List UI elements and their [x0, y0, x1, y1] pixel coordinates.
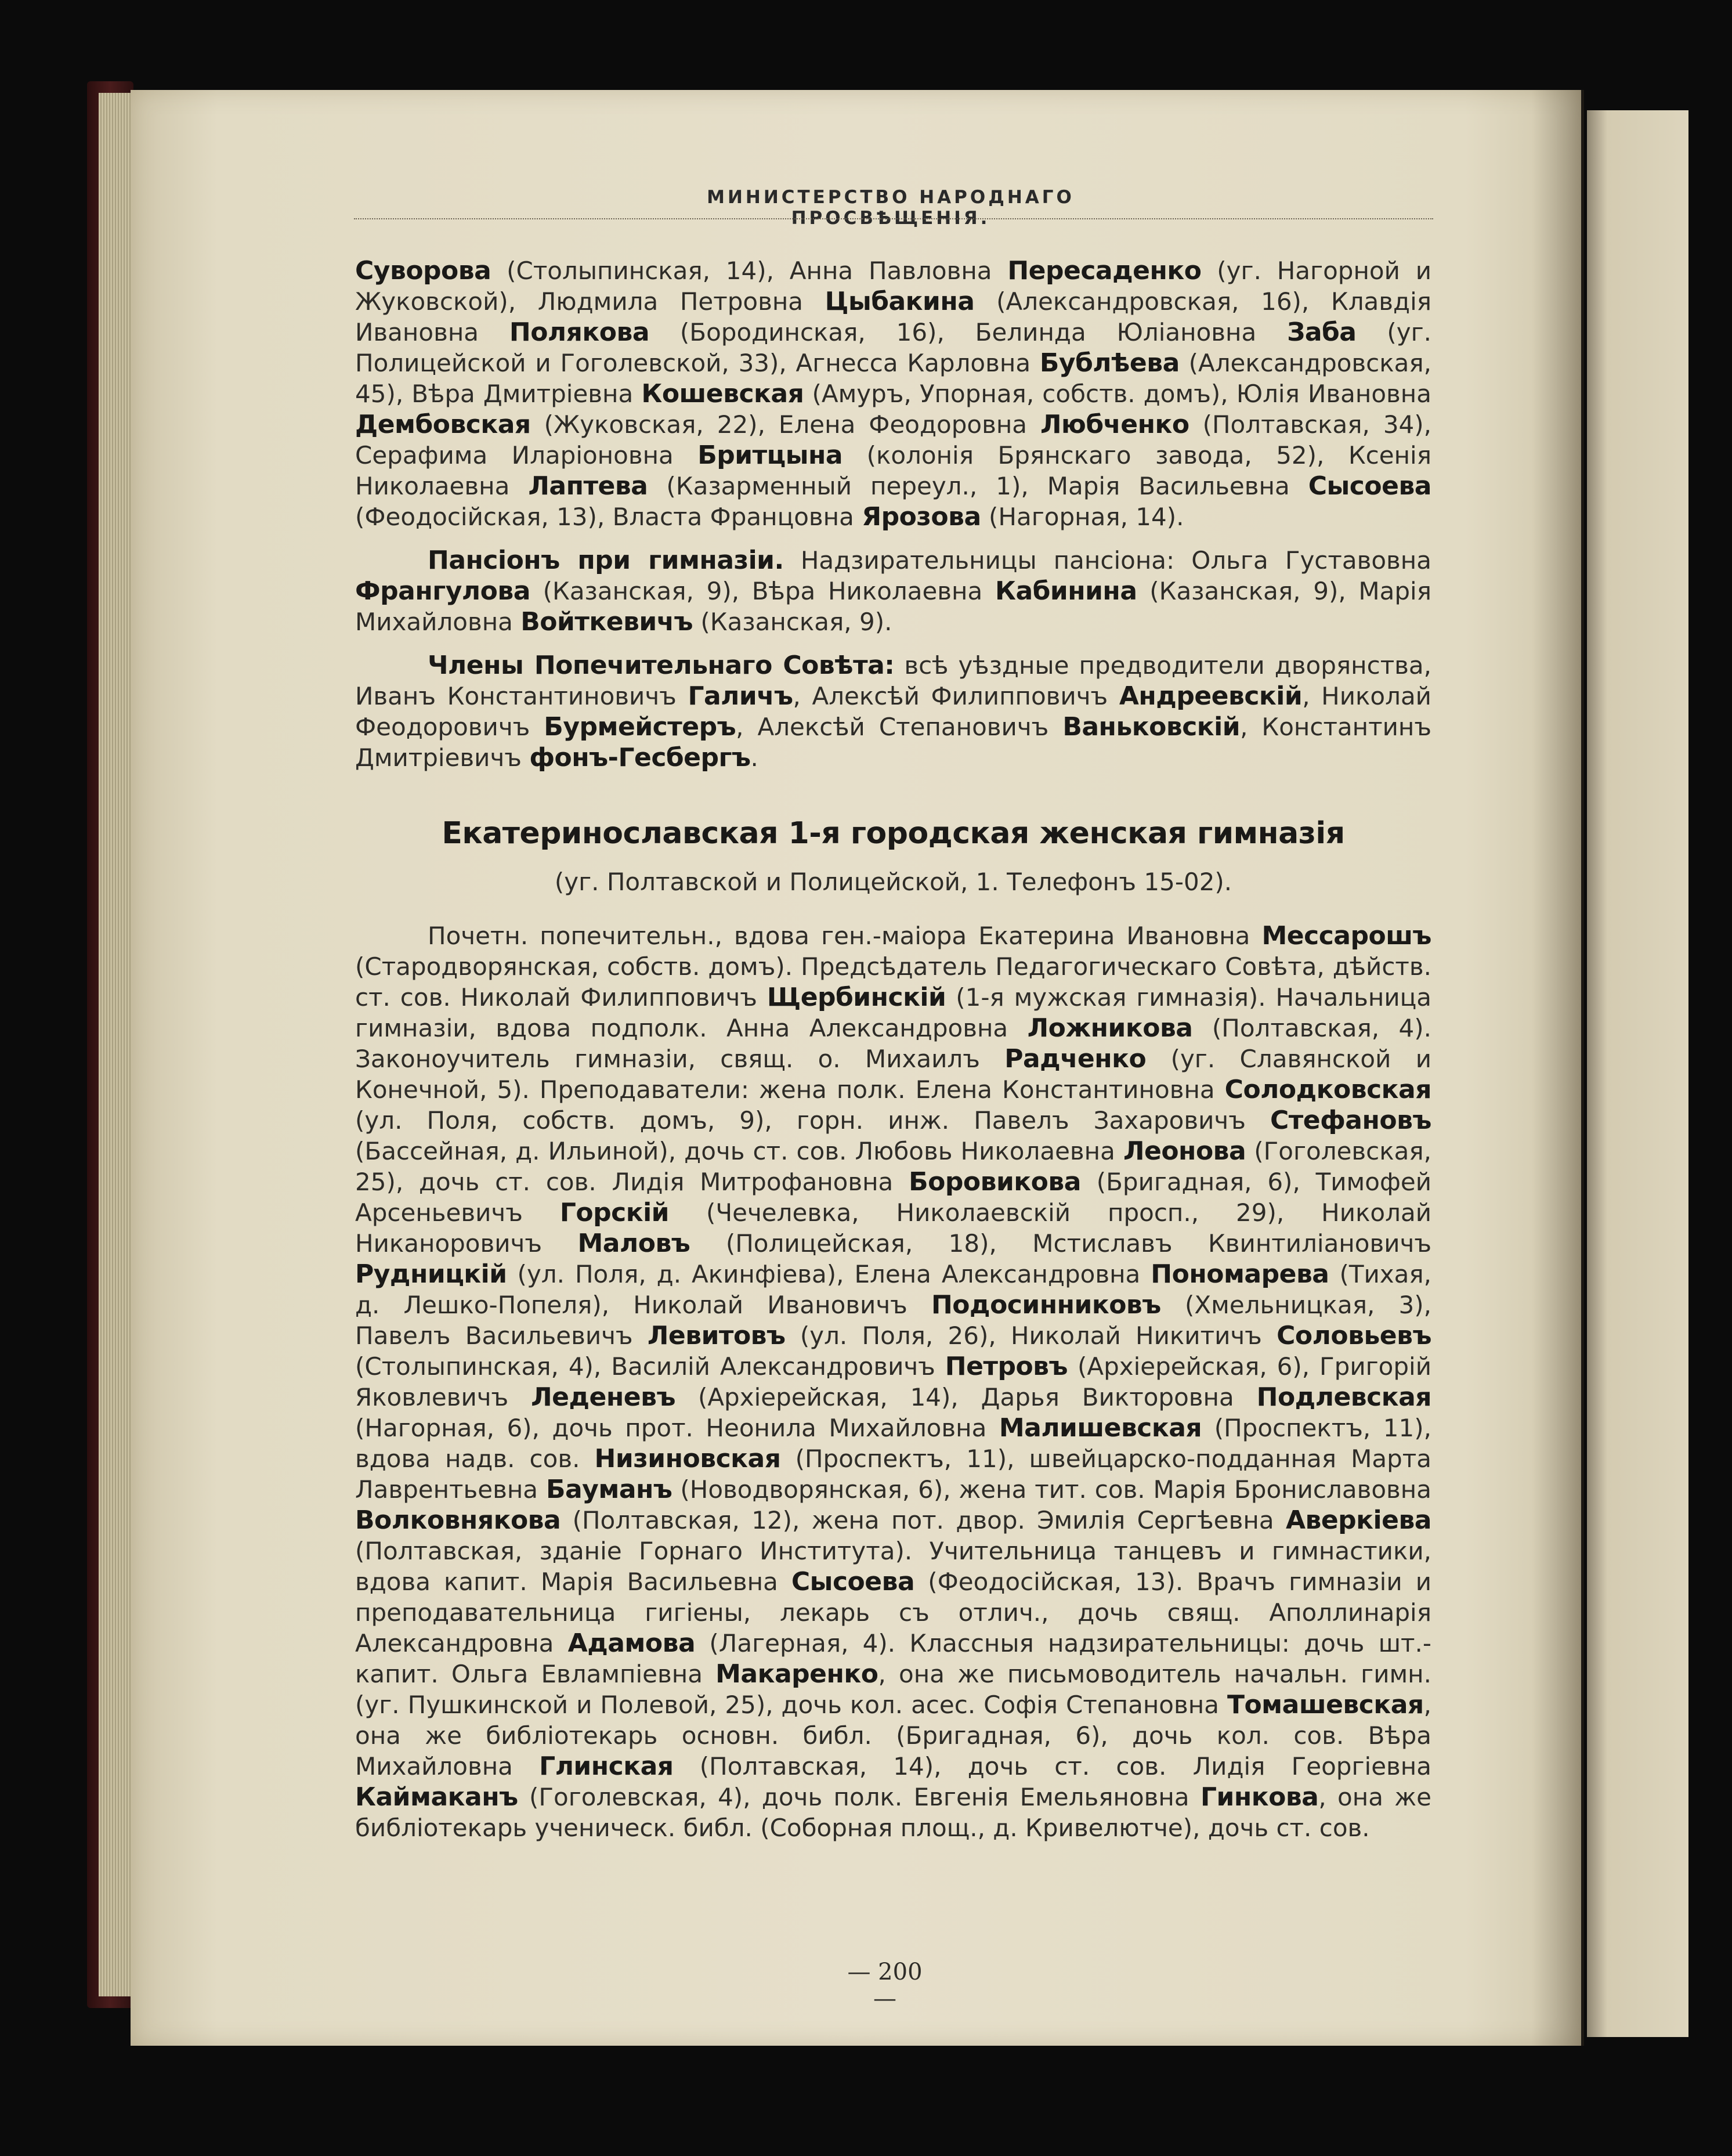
bold-name: Дембовская	[355, 410, 531, 439]
body-text: (Казанская, 9).	[693, 608, 892, 636]
paragraph-boarding-house	[355, 545, 1431, 637]
section-address: (уг. Полтавской и Полицейской, 1. Телефонъ 15-02).	[554, 868, 1232, 896]
bold-name: Мессарошъ	[1261, 921, 1431, 951]
page-body	[355, 255, 1431, 1843]
bold-name: Малишевская	[999, 1413, 1202, 1443]
bold-name: Гинкова	[1200, 1782, 1319, 1812]
body-text: (Александровская, 45), Вѣра Дмитріевна	[355, 349, 1431, 408]
bold-name: Леонова	[1123, 1136, 1246, 1166]
bold-name: Солодковская	[1224, 1075, 1431, 1104]
body-text: (Полтавская, 34), Серафима Иларіоновна	[355, 410, 1431, 470]
bold-name: Макаренко	[715, 1659, 878, 1689]
paragraph-board-members	[355, 650, 1431, 773]
body-text: (Нагорная, 14).	[981, 503, 1184, 531]
bold-name: Кабинина	[995, 576, 1137, 606]
body-text: (Александровская, 16), Клавдія Ивановна	[355, 287, 1432, 346]
bold-name: Аверкіева	[1285, 1505, 1431, 1535]
body-text: (Амуръ, Упорная, собств. домъ), Юлія Ивановна	[804, 380, 1431, 408]
body-text: (Бородинская, 16), Белинда Юліановна	[649, 318, 1288, 346]
body-text: Почетн. попечительн., вдова ген.-маіора Екатерина Ивановна	[428, 922, 1262, 950]
bold-name: Полякова	[509, 317, 650, 347]
body-text: (Полицейская, 18), Мстиславъ Квинтиліановичъ	[690, 1229, 1431, 1258]
body-text: (ул. Поля, 26), Николай Никитичъ	[785, 1321, 1277, 1350]
body-text: (Полтавская, зданіе Горнаго Института). Учительница танцевъ и гимнастики, вдова капит. Марія Васильевна	[355, 1537, 1431, 1596]
bold-name: Заба	[1287, 317, 1357, 347]
bold-name: Петровъ	[945, 1352, 1068, 1381]
body-text: (Тихая, д. Лешко-Попеля), Николай Ивановичъ	[355, 1260, 1431, 1319]
body-text: (колонія Брянскаго завода, 52), Ксенія Николаевна	[355, 441, 1431, 500]
body-text: (уг. Нагорной и Жуковской), Людмила Петровна	[355, 257, 1432, 316]
section-title: Екатеринославская 1-я городская женская гимназія	[442, 816, 1345, 851]
bold-name: Щербинскій	[766, 983, 946, 1012]
bold-name: Суворова	[355, 256, 491, 286]
page-number: — 200 —	[847, 1959, 923, 2012]
bold-name: Бурмейстеръ	[544, 712, 736, 742]
header-rule	[354, 218, 1433, 223]
body-text: (Полтавская, 12), жена пот. двор. Эмилія Сергѣевна	[561, 1506, 1286, 1534]
body-text: (Столыпинская, 14), Анна Павловна	[491, 257, 1008, 285]
body-text: (уг. Славянской и Конечной, 5). Преподаватели: жена полк. Елена Константиновна	[355, 1045, 1431, 1104]
body-text: (1-я мужская гимназія). Начальница гимназіи, вдова подполк. Анна Александровна	[355, 983, 1431, 1042]
bold-name: Пересаденко	[1007, 256, 1202, 286]
bold-name: Подлевская	[1256, 1382, 1432, 1412]
body-text: (Бригадная, 6), Тимофей Арсеньевичъ	[355, 1168, 1431, 1227]
bold-name: Бублѣева	[1039, 348, 1180, 378]
bold-name: Левитовъ	[647, 1321, 786, 1350]
bold-name: Томашевская	[1227, 1690, 1424, 1720]
body-text: (Столыпинская, 4), Василій Александровичъ	[355, 1352, 945, 1381]
body-text: , она же письмоводитель начальн. гимн. (уг. Пушкинской и Полевой, 25), дочь кол. асес. Софія Степановна	[355, 1660, 1431, 1719]
bold-name: Маловъ	[577, 1229, 690, 1258]
body-text: , Николай Феодоровичъ	[355, 682, 1431, 741]
bold-name: Сысоева	[791, 1567, 915, 1597]
body-text: (Феодосійская, 13), Власта Францовна	[355, 503, 862, 531]
body-text: (Гоголевская, 25), дочь ст. сов. Лидія Митрофановна	[355, 1137, 1431, 1196]
body-text: (Архіерейская, 6), Григорій Яковлевичъ	[355, 1352, 1431, 1411]
body-text: (ул. Поля, д. Акинфіева), Елена Александровна	[507, 1260, 1151, 1288]
bold-name: Бритцына	[697, 440, 843, 470]
body-text: (Нагорная, 6), дочь прот. Неонила Михайловна	[355, 1414, 999, 1442]
bold-name: Любченко	[1040, 410, 1189, 439]
bold-name: Волковнякова	[355, 1505, 561, 1535]
bold-name: Пансіонъ при гимназіи.	[428, 546, 784, 575]
body-text: (Полтавская, 4). Законоучитель гимназіи, свящ. о. Михаилъ	[355, 1014, 1432, 1073]
body-text: , Алексѣй Степановичъ	[736, 713, 1063, 741]
bold-name: Пономарева	[1151, 1259, 1329, 1289]
body-text: (Чечелевка, Николаевскій просп., 29), Николай Никаноровичъ	[355, 1198, 1432, 1258]
body-text: (Казанская, 9), Марія Михайловна	[355, 577, 1431, 636]
body-text: (Стародворянская, собств. домъ). Предсѣдатель Педагогическаго Совѣта, дѣйств. ст. сов. Николай Филипповичъ	[355, 952, 1431, 1012]
bold-name: Ваньковскій	[1062, 712, 1241, 742]
gutter-shadow	[1532, 90, 1584, 2046]
bold-name: Соловьевъ	[1277, 1321, 1432, 1350]
body-text: (Бассейная, д. Ильиной), дочь ст. сов. Любовь Николаевна	[355, 1137, 1123, 1165]
body-text: , Алексѣй Филипповичъ	[793, 682, 1119, 710]
facing-page-edge	[1587, 110, 1688, 2037]
body-text: (Полтавская, 14), дочь ст. сов. Лидія Георгіевна	[673, 1752, 1431, 1781]
body-text: Надзирательницы пансіона: Ольга Густавовна	[783, 546, 1431, 575]
body-text: .	[750, 743, 758, 772]
bold-name: Горскій	[559, 1198, 670, 1227]
body-text: (Хмельницкая, 3), Павелъ Васильевичъ	[355, 1291, 1431, 1350]
bold-name: Низиновская	[594, 1444, 781, 1474]
body-text: , она же библіотекарь ученическ. библ. (Соборная площ., д. Кривелютче), дочь ст. сов.	[355, 1783, 1431, 1842]
bold-name: Ложникова	[1027, 1013, 1193, 1043]
bold-name: Леденевъ	[531, 1382, 676, 1412]
bold-name: Члены Попечительнаго Совѣта:	[428, 651, 895, 680]
body-text: (Новодворянская, 6), жена тит. сов. Марія Брониславовна	[672, 1475, 1431, 1504]
bold-name: Лаптева	[528, 471, 648, 501]
body-text: (Проспектъ, 11), вдова надв. сов.	[355, 1414, 1431, 1473]
running-head: МИНИСТЕРСТВО НАРОДНАГО ПРОСВѢЩЕНІЯ.	[707, 187, 1075, 229]
bold-name: Адамова	[567, 1628, 696, 1658]
bold-name: Галичъ	[688, 681, 793, 711]
body-text: , она же библіотекарь основн. библ. (Бригадная, 6), дочь кол. сов. Вѣра Михайловна	[355, 1691, 1431, 1781]
bold-name: Андреевскій	[1119, 681, 1303, 711]
body-text: всѣ уѣздные предводители дворянства, Иванъ Константиновичъ	[355, 651, 1432, 710]
bold-name: Франгулова	[355, 576, 530, 606]
paragraph-gymnasium-staff	[355, 920, 1431, 1843]
bold-name: Войткевичъ	[520, 607, 693, 637]
body-text: (Проспектъ, 11), швейцарско-подданная Марта Лаврентьевна	[355, 1444, 1432, 1504]
bold-name: Бауманъ	[545, 1475, 672, 1504]
body-text: (Казанская, 9), Вѣра Николаевна	[530, 577, 995, 605]
bold-name: Каймаканъ	[355, 1782, 518, 1812]
bold-name: Сысоева	[1308, 471, 1431, 501]
bold-name: Рудницкій	[355, 1259, 507, 1289]
bold-name: фонъ-Гесбергъ	[529, 743, 751, 772]
bold-name: Ярозова	[862, 502, 981, 532]
body-text: (Казарменный переул., 1), Марія Васильевна	[648, 472, 1308, 500]
body-text: (Лагерная, 4). Классныя надзирательницы: дочь шт.-капит. Ольга Евлампіевна	[355, 1629, 1431, 1688]
body-text: (Феодосійская, 13). Врачъ гимназіи и преподавательница гигіены, лекарь съ отлич., дочь свящ. Аполлинарія Александровна	[355, 1568, 1431, 1657]
body-text: (уг. Полицейской и Гоголевской, 33), Агнесса Карловна	[355, 318, 1431, 377]
body-text: (Гоголевская, 4), дочь полк. Евгенія Емельяновна	[518, 1783, 1201, 1811]
bold-name: Кошевская	[641, 379, 804, 409]
bold-name: Стефановъ	[1270, 1106, 1431, 1135]
body-text: (Архіерейская, 14), Дарья Викторовна	[675, 1383, 1257, 1411]
body-text: (Жуковская, 22), Елена Феодоровна	[530, 410, 1040, 439]
bold-name: Глинская	[539, 1751, 674, 1781]
bold-name: Боровикова	[909, 1167, 1081, 1197]
paragraph-staff-continued	[355, 255, 1431, 532]
bold-name: Подосинниковъ	[931, 1290, 1161, 1320]
bold-name: Цыбакина	[825, 287, 975, 316]
body-text: , Константинъ Дмитріевичъ	[355, 713, 1432, 772]
body-text: (ул. Поля, собств. домъ, 9), горн. инж. Павелъ Захаровичъ	[355, 1106, 1270, 1135]
bold-name: Радченко	[1004, 1044, 1147, 1074]
